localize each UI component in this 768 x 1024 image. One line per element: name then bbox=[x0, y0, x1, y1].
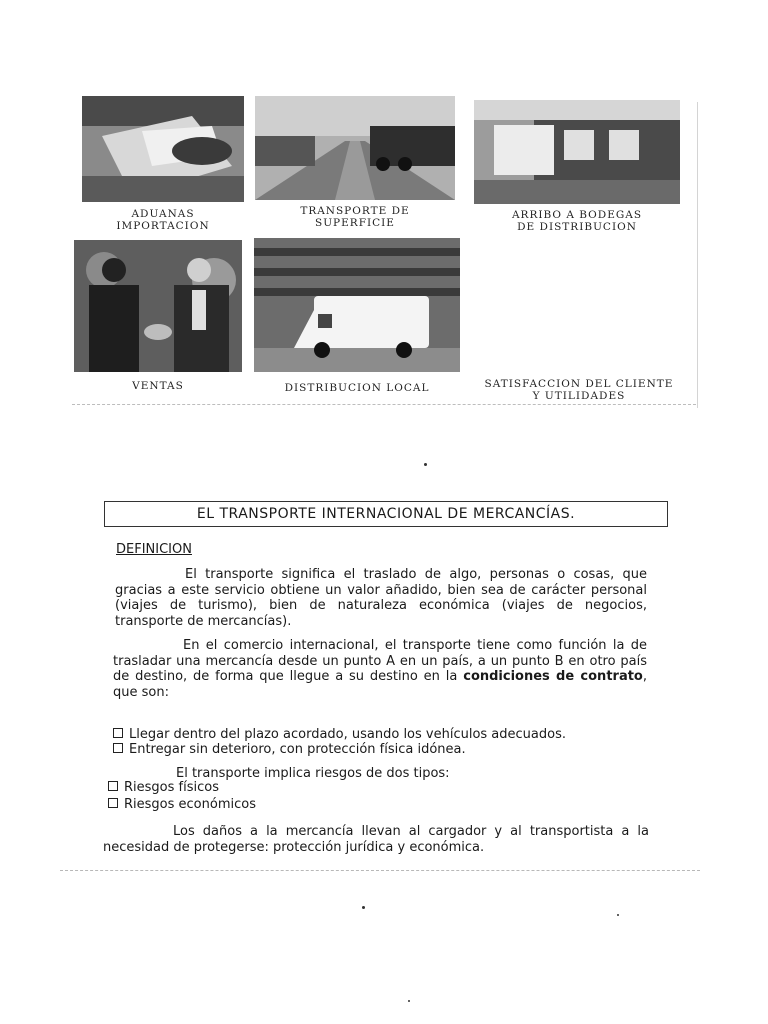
warehouse-photo bbox=[474, 100, 680, 204]
definition-paragraph: El transporte significa el traslado de algo, personas o cosas, que gracias a este servicio obtiene un valor añadido, bien sea de carácter personal (viajes de turismo), bien de naturaleza económica (viajes de negocios, transporte de mercancías). bbox=[115, 567, 647, 629]
checkbox-bullet-icon bbox=[108, 781, 118, 791]
scan-speck bbox=[408, 1000, 410, 1002]
checkbox-bullet-icon bbox=[108, 798, 118, 808]
surface-transport-photo bbox=[255, 96, 455, 200]
checkbox-bullet-icon bbox=[113, 728, 123, 738]
section-title: EL TRANSPORTE INTERNACIONAL DE MERCANCÍAS. bbox=[104, 501, 668, 527]
checkbox-bullet-icon bbox=[113, 743, 123, 753]
caption-local-distribution: DISTRIBUCION LOCAL bbox=[284, 382, 430, 394]
condition-item: Entregar sin deterioro, con protección física idónea. bbox=[113, 742, 466, 758]
separator-line bbox=[72, 404, 696, 405]
definition-heading: DEFINICION bbox=[116, 542, 192, 557]
caption-customer-satisfaction: SATISFACCION DEL CLIENTE Y UTILIDADES bbox=[484, 378, 674, 402]
risks-intro: El transporte implica riesgos de dos tipos: bbox=[176, 766, 450, 781]
customs-photo bbox=[82, 96, 244, 202]
scan-speck bbox=[617, 914, 619, 916]
damages-paragraph: Los daños a la mercancía llevan al cargador y al transportista a la necesidad de protegerse: protección jurídica y económica. bbox=[103, 824, 649, 855]
separator-line-vertical bbox=[697, 102, 698, 408]
scan-speck bbox=[424, 463, 427, 466]
condition-item: Llegar dentro del plazo acordado, usando los vehículos adecuados. bbox=[113, 727, 566, 743]
caption-customs: ADUANAS IMPORTACION bbox=[116, 208, 210, 232]
contract-conditions-emphasis: condiciones de contrato bbox=[463, 669, 643, 684]
caption-sales: VENTAS bbox=[132, 380, 184, 392]
risk-item: Riesgos económicos bbox=[108, 797, 256, 813]
separator-line bbox=[60, 870, 700, 871]
caption-surface-transport: TRANSPORTE DE SUPERFICIE bbox=[300, 205, 410, 229]
sales-handshake-photo bbox=[74, 240, 242, 372]
scan-speck bbox=[362, 906, 365, 909]
commerce-paragraph: En el comercio internacional, el transporte tiene como función la de trasladar una mercancía desde un punto A en un país, a un punto B en otro país de destino, de forma que llegue a su destino en la condiciones de contrato, que son: bbox=[113, 638, 647, 700]
local-distribution-van-photo bbox=[254, 238, 460, 372]
caption-warehouse: ARRIBO A BODEGAS DE DISTRIBUCION bbox=[511, 209, 643, 233]
risk-item: Riesgos físicos bbox=[108, 780, 219, 796]
